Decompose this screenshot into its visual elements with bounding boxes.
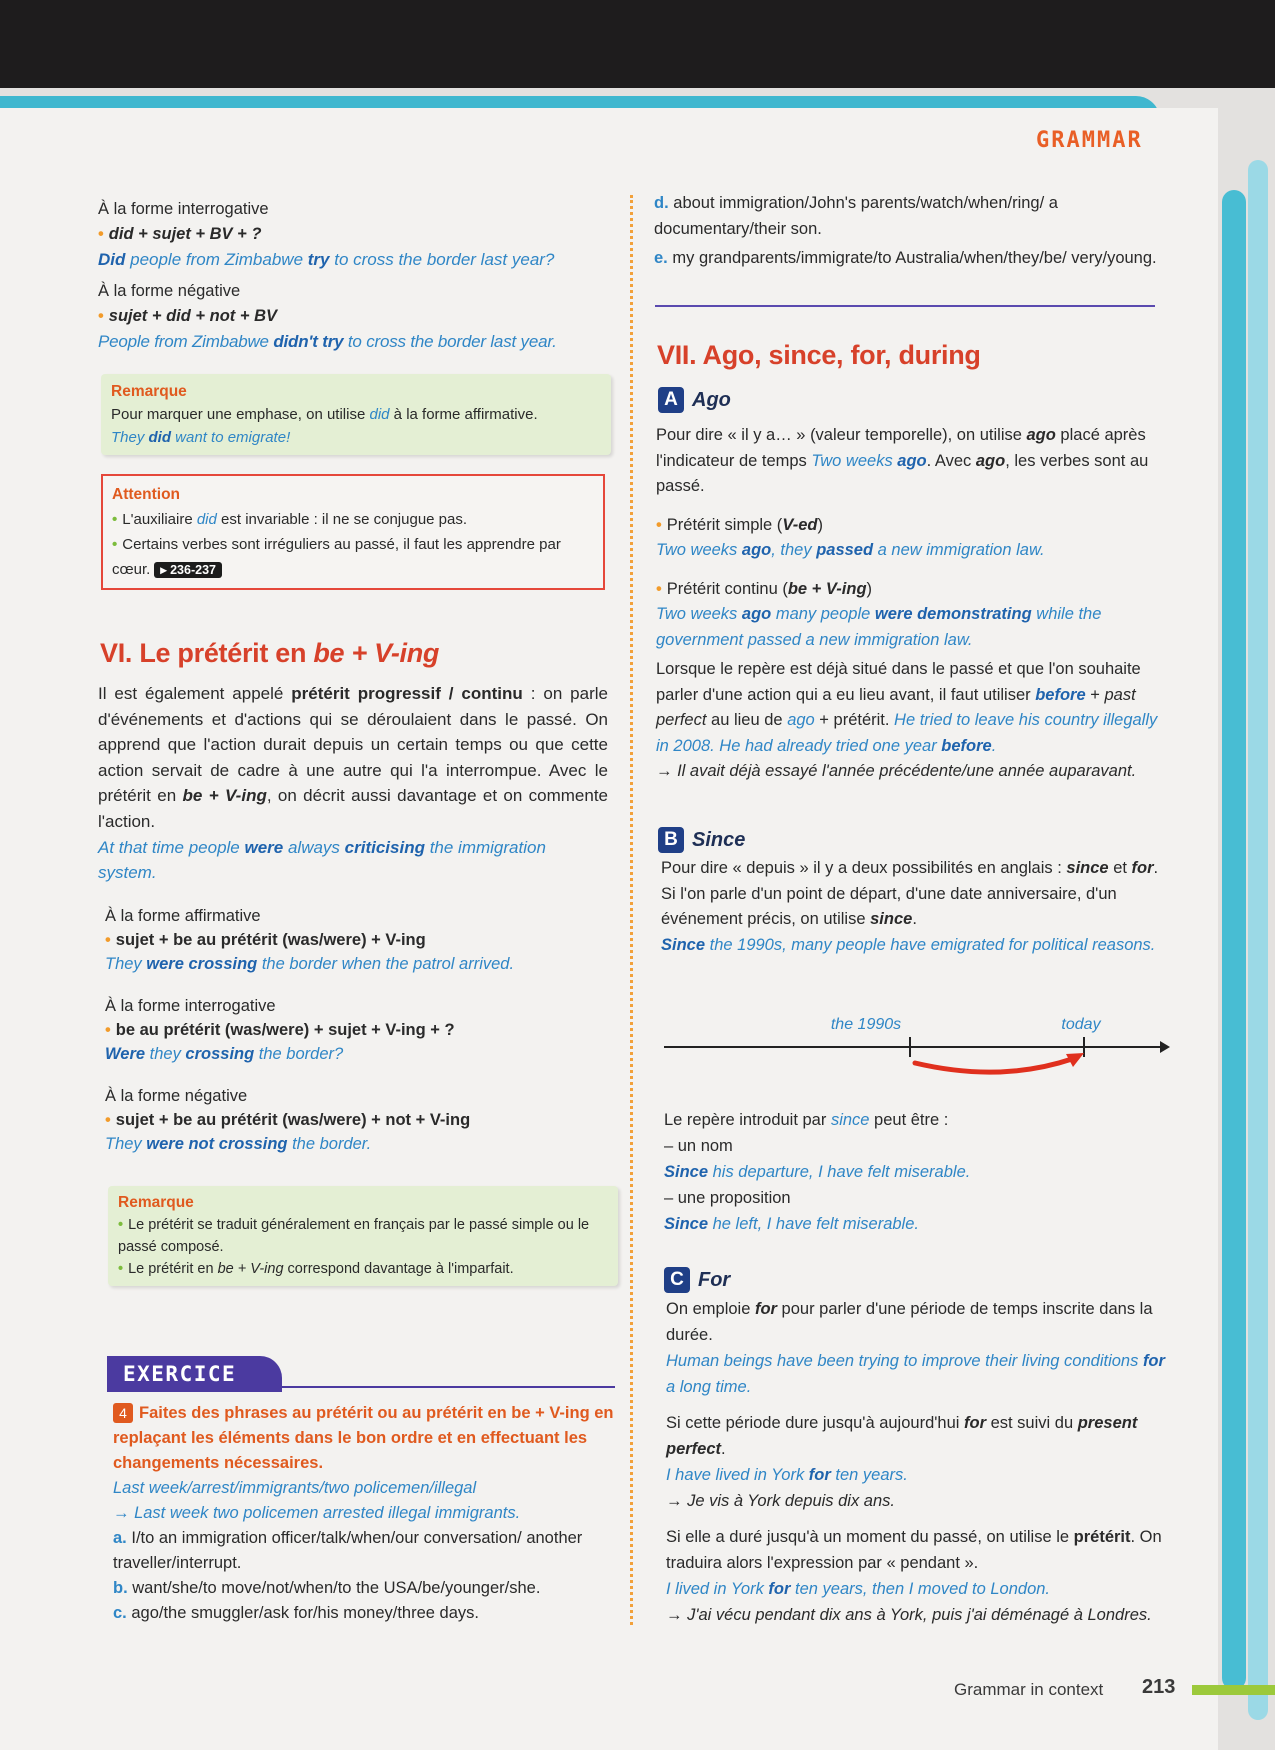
exercice-items bbox=[113, 1526, 618, 1626]
since-nom-example: Since his departure, I have felt miserable. bbox=[664, 1163, 971, 1181]
exercice-model: Last week/arrest/immigrants/two policemen/illegal bbox=[113, 1479, 477, 1497]
remarque-box-1 bbox=[101, 374, 611, 455]
since-intro: Le repère introduit par since peut être : bbox=[664, 1111, 949, 1129]
letter-a-badge: A bbox=[658, 387, 684, 413]
for-translation-3: → J'ai vécu pendant dix ans à York, puis j'ai déménagé à Londres. bbox=[666, 1606, 1152, 1624]
exercice-end-rule bbox=[655, 305, 1155, 307]
ago-paragraph: Pour dire « il y a… » (valeur temporelle), on utilise ago placé après l'indicateur de temps Two weeks ago. Avec ago, les verbes sont au passé. bbox=[656, 426, 1149, 495]
attention-box bbox=[101, 474, 605, 590]
subsection-for-title: For bbox=[698, 1268, 731, 1291]
column-divider bbox=[630, 195, 633, 1625]
interrog6-label: À la forme interrogative bbox=[105, 997, 276, 1015]
section-6-title: VI. Le prétérit en be + V-ing bbox=[100, 638, 440, 668]
section-7-title: VII. Ago, since, for, during bbox=[657, 340, 981, 370]
section-label: GRAMMAR bbox=[1036, 128, 1143, 153]
interrog-pattern: • did + sujet + BV + ? bbox=[98, 225, 262, 243]
for-example-3: I lived in York for ten years, then I moved to London. bbox=[666, 1580, 1051, 1598]
since-usage bbox=[664, 1107, 1170, 1237]
section-6-forms bbox=[105, 904, 615, 1156]
page-edge-tab bbox=[1222, 190, 1246, 1690]
affirm-pattern: • sujet + be au prétérit (was/were) + V-ing bbox=[105, 931, 426, 949]
for-translation-2: → Je vis à York depuis dix ans. bbox=[666, 1492, 895, 1510]
negative-example: People from Zimbabwe didn't try to cross the border last year. bbox=[98, 332, 557, 351]
negative6-pattern: • sujet + be au prétérit (was/were) + not + V-ing bbox=[105, 1111, 471, 1129]
remarque-text: Pour marquer une emphase, on utilise did à la forme affirmative. bbox=[111, 406, 538, 423]
negative-label: À la forme négative bbox=[98, 282, 241, 300]
negative6-label: À la forme négative bbox=[105, 1087, 248, 1105]
page-edge-tab-2 bbox=[1248, 160, 1268, 1720]
remarque-title: Remarque bbox=[111, 383, 187, 400]
section-6-body bbox=[98, 681, 608, 886]
affirm-label: À la forme affirmative bbox=[105, 907, 261, 925]
subsection-ago-title: Ago bbox=[692, 388, 731, 411]
since-body bbox=[661, 856, 1167, 958]
exercice-tab: EXERCICE bbox=[107, 1356, 282, 1392]
subsection-since-heading bbox=[658, 827, 745, 853]
footer-accent-bar bbox=[1192, 1685, 1275, 1695]
remarque-example: They did want to emigrate! bbox=[111, 429, 291, 446]
since-paragraph: Pour dire « depuis » il y a deux possibilités en anglais : since et for. bbox=[661, 859, 1159, 877]
ago-simple-label: • Prétérit simple (V-ed) bbox=[656, 515, 823, 534]
interrog6-pattern: • be au prétérit (was/were) + sujet + V-ing + ? bbox=[105, 1021, 455, 1039]
interrog-label: À la forme interrogative bbox=[98, 200, 269, 218]
scan-dark-edge bbox=[0, 0, 1275, 88]
affirm-example: They were crossing the border when the patrol arrived. bbox=[105, 955, 515, 973]
footer-label: Grammar in context bbox=[954, 1680, 1104, 1699]
exercice-item: d. about immigration/John's parents/watch/when/ring/ a documentary/their son. bbox=[654, 194, 1058, 238]
ago-body bbox=[656, 423, 1162, 785]
exercice-item: b. want/she/to move/not/when/to the USA/be/younger/she. bbox=[113, 1579, 541, 1597]
ago-continu-example: Two weeks ago many people were demonstrating while the government passed a new immigration law. bbox=[656, 605, 1102, 649]
since-paragraph-2: Si l'on parle d'un point de départ, d'une date anniversaire, d'un événement précis, on utilise since. bbox=[661, 884, 1117, 928]
timeline-label-start: the 1990s bbox=[830, 1016, 902, 1033]
for-paragraph-2: Si cette période dure jusqu'à aujourd'hui for est suivi du present perfect. bbox=[666, 1414, 1138, 1458]
attention-title: Attention bbox=[112, 486, 181, 503]
exercice-item: a. I/to an immigration officer/talk/when/our conversation/ another traveller/interrupt. bbox=[113, 1529, 583, 1572]
letter-c-badge: C bbox=[664, 1267, 690, 1293]
exercice-item: c. ago/the smuggler/ask for/his money/three days. bbox=[113, 1604, 479, 1622]
attention-item-2: • Certains verbes sont irréguliers au passé, il faut les apprendre par cœur. ▸ 236-237 bbox=[112, 536, 561, 578]
for-paragraph-3: Si elle a duré jusqu'à un moment du passé, on utilise le prétérit. On traduira alors l'expression par « pendant ». bbox=[666, 1528, 1162, 1572]
exercice-body bbox=[113, 1401, 618, 1626]
remarque2-item-2: • Le prétérit en be + V-ing correspond davantage à l'imparfait. bbox=[118, 1261, 514, 1277]
exercice-instruction: 4 Faites des phrases au prétérit ou au prétérit en be + V-ing en replaçant les éléments dans le bon ordre et en effectuant les changements nécessaires. bbox=[113, 1404, 614, 1472]
section-6-example: At that time people were always criticising the immigration system. bbox=[98, 837, 546, 883]
negative6-example: They were not crossing the border. bbox=[105, 1135, 372, 1153]
since-nom: – un nom bbox=[664, 1137, 733, 1155]
remarque-box-2 bbox=[108, 1186, 618, 1286]
letter-b-badge: B bbox=[658, 827, 684, 853]
page-reference-badge[interactable]: ▸ 236-237 bbox=[154, 562, 222, 578]
interrog6-example: Were they crossing the border? bbox=[105, 1045, 344, 1063]
since-proposition: – une proposition bbox=[664, 1189, 791, 1207]
ago-continu-label: • Prétérit continu (be + V-ing) bbox=[656, 579, 873, 598]
subsection-since-title: Since bbox=[692, 828, 746, 851]
subsection-ago-heading bbox=[658, 387, 731, 413]
ago-before-note: Lorsque le repère est déjà situé dans le passé et que l'on souhaite parler d'une action qui a eu lieu avant, il faut utiliser before + past perfect au lieu de ago + prétérit. He tried to leave his country illegally in 2008. He had already tried one year before. bbox=[656, 660, 1158, 755]
for-paragraph: On emploie for pour parler d'une période de temps inscrite dans la durée. bbox=[666, 1300, 1153, 1344]
ago-translation: → Il avait déjà essayé l'année précédente/une année auparavant. bbox=[656, 762, 1137, 780]
left-column-top bbox=[98, 197, 608, 354]
subsection-for-heading bbox=[664, 1267, 730, 1293]
negative-pattern: • sujet + did + not + BV bbox=[98, 307, 278, 325]
ago-simple-example: Two weeks ago, they passed a new immigration law. bbox=[656, 541, 1045, 559]
since-timeline bbox=[660, 1005, 1170, 1085]
for-example-2: I have lived in York for ten years. bbox=[666, 1466, 908, 1484]
right-exercice-items bbox=[654, 191, 1159, 272]
section-6-paragraph: Il est également appelé prétérit progressif / continu : on parle d'événements et d'actions qui se déroulaient dans le passé. On apprend que l'action durait depuis un certain temps ou que cette action servait de cadre à une autre qui l'a interrompue. Avec le prétérit en be + V-ing, on décrit aussi davantage et on commente l'action. bbox=[98, 684, 609, 831]
for-body bbox=[666, 1296, 1170, 1628]
since-example: Since the 1990s, many people have emigrated for political reasons. bbox=[661, 935, 1156, 954]
since-proposition-example: Since he left, I have felt miserable. bbox=[664, 1215, 919, 1233]
remarque2-title: Remarque bbox=[118, 1194, 194, 1211]
remarque2-item-1: • Le prétérit se traduit généralement en français par le passé simple ou le passé composé. bbox=[118, 1217, 590, 1255]
timeline-label-end: today bbox=[1061, 1016, 1101, 1033]
for-example-1: Human beings have been trying to improve their living conditions for a long time. bbox=[666, 1352, 1165, 1396]
exercice-item: e. my grandparents/immigrate/to Australia/when/they/be/ very/young. bbox=[654, 249, 1157, 267]
exercice-rule bbox=[107, 1386, 615, 1388]
timeline-arrowhead bbox=[1160, 1041, 1170, 1053]
interrog-example: Did people from Zimbabwe try to cross the border last year? bbox=[98, 250, 555, 269]
exercice-model-answer: → Last week two policemen arrested illegal immigrants. bbox=[113, 1504, 521, 1522]
page-number: 213 bbox=[1142, 1676, 1176, 1698]
timeline-span-arrow bbox=[915, 1059, 1072, 1072]
attention-item-1: • L'auxiliaire did est invariable : il ne se conjugue pas. bbox=[112, 511, 468, 528]
